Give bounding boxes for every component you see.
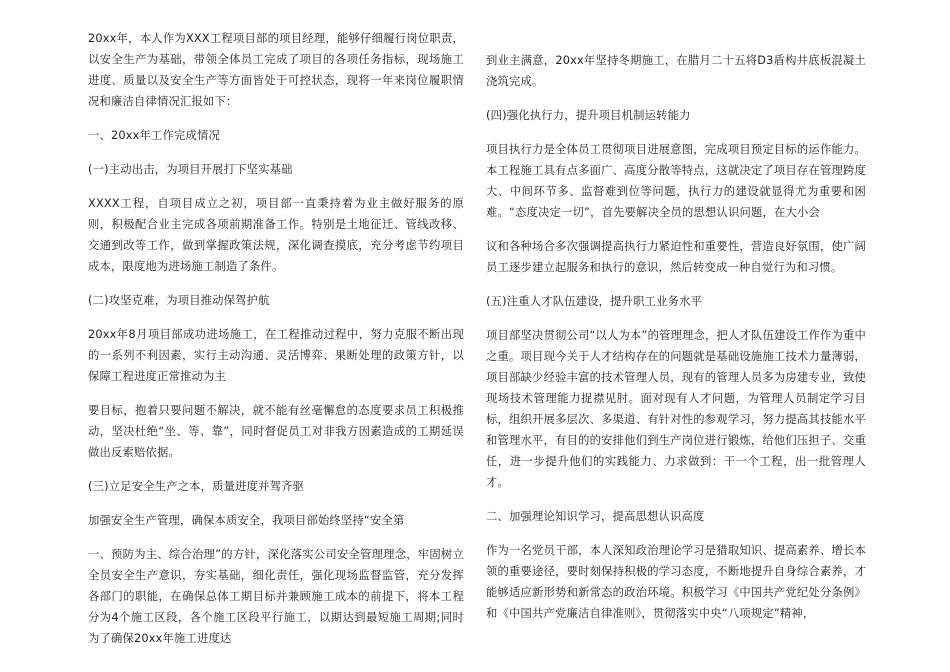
- subheading-2: (二)攻坚克难，为项目推动保驾护航: [88, 294, 270, 307]
- paragraph-1: XXXX工程，自项目成立之初，项目部一直秉持着为业主做好服务的原则，积极配合业主完成各项前期准备工作。特别是土地征迁、管线改移、交通到改等工作，做到掌握政策法规，深化调查摸底，充分考虑节约项目成本，限度地为进场施工制造了条件。: [88, 197, 464, 273]
- subheading-5: (五)注重人才队伍建设，提升职工业务水平: [486, 295, 703, 308]
- paragraph-7: 项目执行力是全体员工贯彻项目进展意图，完成项目预定目标的运作能力。本工程施工具有点多面广、高度分散等特点，这就决定了项目存在管理跨度大、中间环节多、监督难到位等问题，执行力的建设就显得尤为重要和困难。“态度决定一切”，首先要解决全员的思想认识问题，在大小会: [486, 143, 866, 219]
- paragraph-2: 20xx年8月项目部成功进场施工，在工程推动过程中，努力克服不断出现的一系列不利因素，实行主动沟通、灵活博弈、果断处理的政策方针，以保障工程进度正常推动为主: [88, 328, 464, 383]
- paragraph-5: 一、预防为主、综合治理”的方针，深化落实公司安全管理理念，牢固树立全员安全生产意识，夯实基础，细化责任，强化现场监督监管，充分发挥各部门的职能，在确保总体工期目标并兼顾施工成本的前提下，将本工程分为4个施工区段，各个施工区段平行施工，以期达到最短施工周期;同时为了确保20xx年施工进度达: [88, 548, 464, 645]
- intro-paragraph: 20xx年，本人作为XXX工程项目部的项目经理，能够仔细履行岗位职责，以安全生产为基础，带领全体员工完成了项目的各项任务指标，现场施工进度、质量以及安全生产等方面皆处于可控状态，现将一年来岗位履职情况和廉洁自律情况汇报如下：: [88, 32, 464, 108]
- paragraph-8: 议和各种场合多次强调提高执行力紧迫性和重要性，营造良好氛围，使广阔员工逐步建立起服务和执行的意识，然后转变成一种自觉行为和习惯。: [486, 240, 866, 274]
- section-heading-2: 二、加强理论知识学习，提高思想认识高度: [486, 510, 705, 523]
- paragraph-6: 到业主满意，20xx年坚持冬期施工，在腊月二十五将D3盾构井底板混凝土浇筑完成。: [486, 54, 866, 88]
- subheading-3: (三)立足安全生产之本，质量进度并驾齐驱: [88, 480, 305, 493]
- left-column: [88, 28, 464, 649]
- right-column: [486, 50, 866, 624]
- subheading-1: (一)主动出击，为项目开展打下坚实基础: [88, 163, 293, 176]
- paragraph-10: 作为一名党员干部，本人深知政治理论学习是猎取知识、提高素养、增长本领的重要途径，要时刻保持积极的学习态度，不断地提升自身综合素养，才能够适应新形势和新常态的政治环境。积极学习《中国共产党纪处分条例》和《中国共产党廉洁自律准则》，贯彻落实中央“八项规定”精神，: [486, 544, 866, 620]
- paragraph-4: 加强安全生产管理，确保本质安全，我项目部始终坚持“安全第: [88, 514, 405, 527]
- subheading-4: (四)强化执行力，提升项目机制运转能力: [486, 109, 691, 122]
- section-heading-1: 一、20xx年工作完成情况: [88, 129, 221, 142]
- paragraph-9: 项目部坚决贯彻公司“以人为本”的管理理念，把人才队伍建设工作作为重中之重。项目现今关于人才结构存在的问题就是基础设施施工技术力量薄弱，项目部缺少经验丰富的技术管理人员，现有的管理人员多为房建专业，致使现场技术管理能力捉襟见肘。面对现有人才问题，为管理人员制定学习目标，组织开展多层次、多渠道、有针对性的参观学习，努力提高其技能水平和管理水平，有目的的安排他们到生产岗位进行锻炼，给他们压担子、交重任，进一步提升他们的实践能力、力求做到：干一个工程，出一批管理人才。: [486, 329, 867, 489]
- paragraph-3: 要目标，抱着只要问题不解决，就不能有丝毫懈怠的态度要求员工积极推动，坚决杜绝“坐、等、靠”，同时督促员工对非我方因素造成的工期延误做出反索赔依据。: [88, 404, 464, 459]
